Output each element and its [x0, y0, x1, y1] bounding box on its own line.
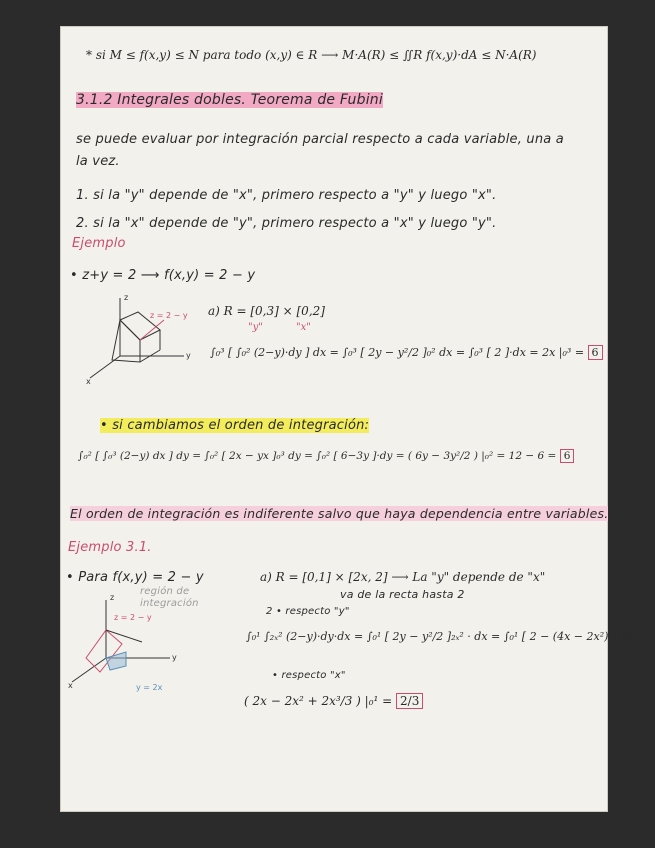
example-2-result: 2/3	[396, 693, 423, 709]
example-2-final	[244, 694, 423, 708]
example-2-region-note: va de la recta hasta 2	[340, 588, 465, 601]
projection-area	[106, 652, 126, 670]
change-order-line	[100, 418, 369, 433]
intro-line-1: se puede evaluar por integración parcial respecto a cada variable, una a	[76, 132, 564, 147]
region-var-x: "x"	[296, 322, 311, 333]
example-1b-result: 6	[560, 449, 575, 463]
example-1-result: 6	[588, 345, 603, 360]
rule-2: 2. si la "x" depende de "y", primero respecto a "x" y luego "y".	[76, 216, 497, 231]
change-order-text: • si cambiamos el orden de integración:	[100, 418, 370, 433]
intro-line-2: la vez.	[76, 154, 120, 169]
rule-1: 1. si la "y" depende de "x", primero respecto a "y" y luego "x".	[76, 188, 497, 203]
example-1-integral	[210, 346, 603, 359]
example-2-function: • Para f(x,y) = 2 − y	[66, 570, 204, 585]
example-2-final-text: ( 2x − 2x² + 2x³/3 ) |₀¹ =	[244, 694, 393, 708]
z-plane-label: z = 2 − y	[150, 311, 188, 320]
axis-z-label: z	[124, 293, 129, 302]
axis-x-label: x	[86, 377, 91, 386]
notebook-page	[60, 26, 633, 812]
conclusion-text: El orden de integración es indiferente salvo que haya dependencia entre variables.	[70, 506, 609, 521]
ejemplo-heading: Ejemplo	[72, 236, 126, 251]
respecto-y-label: 2 • respecto "y"	[266, 606, 350, 617]
surface-diagram-2	[66, 586, 186, 690]
axis-y-label: y	[186, 351, 191, 360]
surface-diagram-1	[84, 290, 204, 386]
example-2-region: a) R = [0,1] × [2x, 2] ⟶ La "y" depende de "x"	[260, 570, 546, 584]
conclusion-line	[70, 506, 608, 521]
example-1b-integral	[78, 450, 574, 462]
axis-x-label-2: x	[68, 681, 73, 690]
property-line: * si M ≤ f(x,y) ≤ N para todo (x,y) ∈ R ⟶ M·A(R) ≤ ∬R f(x,y)·dA ≤ N·A(R)	[86, 48, 537, 62]
example-1-integral-text: ∫₀³ [ ∫₀² (2−y)·dy ] dx = ∫₀³ [ 2y − y²/2 ]₀² dx = ∫₀³ [ 2 ]·dx = 2x |₀³ =	[210, 346, 585, 359]
example-2-integral: ∫₀¹ ∫₂ₓ² (2−y)·dy·dx = ∫₀¹ [ 2y − y²/2 ]₂ₓ² · dx = ∫₀¹ [ 2 − (4x − 2x²) ] dx	[246, 630, 633, 643]
line-label: y = 2x	[136, 683, 163, 692]
section-title	[76, 92, 383, 108]
respecto-x-label: • respecto "x"	[272, 670, 346, 681]
z-plane-label-2: z = 2 − y	[114, 613, 152, 622]
region-var-y: "y"	[248, 322, 263, 333]
x-axis	[90, 356, 120, 378]
example-1-function: • z+y = 2 ⟶ f(x,y) = 2 − y	[70, 268, 256, 283]
example-1b-integral-text: ∫₀² [ ∫₀³ (2−y) dx ] dy = ∫₀² [ 2x − yx ]₀³ dy = ∫₀² [ 6−3y ]·dy = ( 6y − 3y²/2 ) |₀² = 12 − 6 =	[78, 450, 557, 462]
axis-y-label-2: y	[172, 653, 177, 662]
example-1-region: a) R = [0,3] × [0,2]	[208, 304, 325, 318]
ejemplo-31-heading: Ejemplo 3.1.	[68, 540, 152, 555]
region-annotation: región de integración	[140, 586, 199, 609]
axis-z-label-2: z	[110, 593, 115, 602]
section-title-text: 3.1.2 Integrales dobles. Teorema de Fubini	[76, 92, 383, 108]
